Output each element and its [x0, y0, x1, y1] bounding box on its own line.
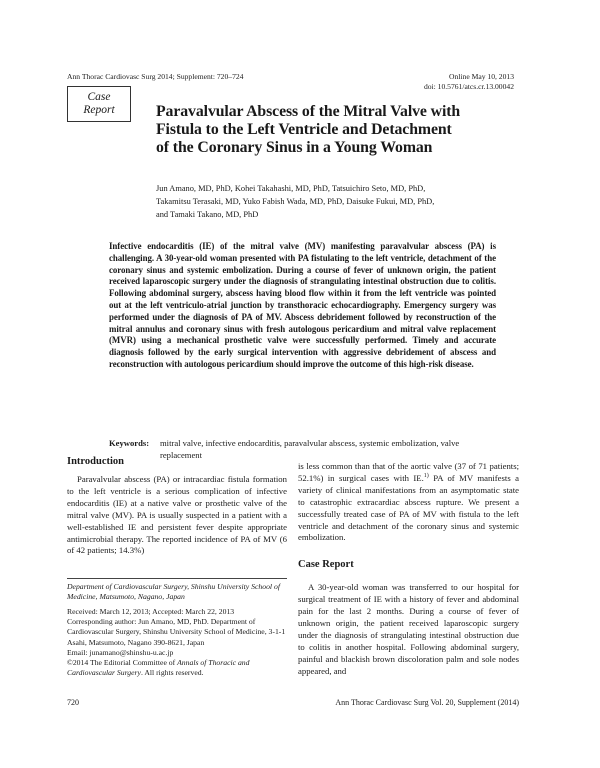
publication-info [424, 72, 514, 92]
title-line-3: of the Coronary Sinus in a Young Woman [156, 139, 433, 156]
introduction-text [67, 474, 287, 557]
keywords-text: mitral valve, infective endocarditis, paravalvular abscess, systemic embolization, valve replacement [160, 438, 460, 460]
copyright [67, 658, 291, 678]
authors-line-3: and Tamaki Takano, MD, PhD [156, 210, 259, 220]
corresponding-author: Corresponding author: Jun Amano, MD, PhD. Department of Cardiovascular Surgery, Shinshu University School of Medicine, 3-1-1 Asahi, Matsumoto, Nagano 390-8621, Japan [67, 617, 286, 647]
abstract: Infective endocarditis (IE) of the mitral valve (MV) manifesting paravalvular abscess (PA) is challenging. A 30-year-old woman presented with PA fistulating to the left ventricle, detachment of the coronary sinus and systemic embolization. During a course of fever of unknown origin, the patient received laparoscopic surgery under the diagnosis of strangulating intestinal obstruction due to colitis. Following abdominal surgery, abscess having blood flow within it from the left ventricle was pointed out at the left ventriculo-atrial junction by transthoracic echocardiography. Emergency surgery was performed under the diagnosis of PA of MV. Abscess debridement followed by reconstruction of the mitral annulus and coronary sinus with fresh autologous pericardium and mitral valve replacement (MVR) using a mechanical prosthetic valve were successfully performed. Timely and accurate diagnosis followed by the early surgical intervention with aggressive debridement of abscess and reconstruction with autologous pericardium should improve the outcome of this high-risk disease. [109, 241, 496, 369]
received-dates: Received: March 12, 2013; Accepted: March 22, 2013 [67, 607, 235, 616]
email: Email: junamano@shinshu-u.ac.jp [67, 647, 174, 657]
title-line-2: Fistula to the Left Ventricle and Detachment [156, 121, 452, 138]
right-column [298, 461, 519, 678]
introduction-paragraph: Paravalvular abscess (PA) or intracardiac fistula formation to the left ventricle is a serious complication of infective endocarditis (IE) at a native valve or prosthetic valve of the mitral valve (MV). PA is usually suspected in a patient with a well-established IE and persistent fever despite appropriate antimicrobial therapy. The reported incidence of PA of MV (6 of 42 patients; 14.3%) [67, 474, 287, 556]
reference-mark: 1) [423, 473, 429, 480]
doi: doi: 10.5761/atcs.cr.13.00042 [423, 82, 514, 91]
authors-line-1: Jun Amano, MD, PhD, Kohei Takahashi, MD, PhD, Tatsuichiro Seto, MD, PhD, [156, 184, 426, 193]
case-report-heading: Case Report [298, 559, 354, 571]
authors-line-2: Takamitsu Terasaki, MD, Yuko Fabish Wada, MD, PhD, Daisuke Fukui, MD, PhD, [156, 197, 435, 207]
introduction-heading: Introduction [67, 456, 124, 467]
article-meta [67, 607, 291, 678]
affiliation: Department of Cardiovascular Surgery, Shinshu University School of Medicine, Matsumoto, Nagano, Japan [67, 578, 287, 602]
keywords [109, 437, 499, 460]
footer-journal-issue: Ann Thorac Cardiovasc Surg Vol. 20, Supplement (2014) [335, 698, 519, 707]
badge-line-2: Report [83, 104, 115, 116]
online-date: Online May 10, 2013 [449, 72, 514, 81]
copyright-start: ©2014 The Editorial Committee of [67, 658, 178, 668]
case-report-paragraph: A 30-year-old woman was transferred to our hospital for surgical treatment of IE with a history of fever and abdominal pain for the last 2 months. During a course of fever of unknown origin, the patient received laparoscopic surgery under the diagnosis of strangulating intestinal obstruction due to colitis in another hospital. Following abdominal surgery, painful and blackish brown discoloration palm and sole nodes appeared, and [298, 582, 519, 676]
copyright-end: . All rights reserved. [140, 668, 204, 678]
intro-continued-end: PA of MV manifests a variety of clinical manifestations from an asymptomatic state to catastrophic extracardiac abscess rupture. We present a successfully treated case of PA of MV with fistula to the left ventricle and detachment of the coronary sinus and systemic embolization. [298, 472, 519, 543]
introduction-continued [298, 461, 519, 544]
journal-citation: Ann Thorac Cardiovasc Surg 2014; Supplement: 720–724 [67, 72, 244, 81]
keywords-label: Keywords: [109, 438, 150, 448]
intro-continued-start: is less common than that of the aortic valve (37 of 71 patients; 52.1%) in surgical cases with IE. [298, 461, 519, 483]
author-list [156, 182, 496, 222]
badge-line-1: Case [87, 91, 111, 103]
case-report-badge [67, 86, 131, 122]
page-number: 720 [67, 698, 79, 707]
article-title [156, 103, 516, 157]
title-line-1: Paravalvular Abscess of the Mitral Valve with [156, 103, 461, 120]
copyright-journal: Annals of Thoracic and Cardiovascular Surgery [67, 658, 250, 678]
